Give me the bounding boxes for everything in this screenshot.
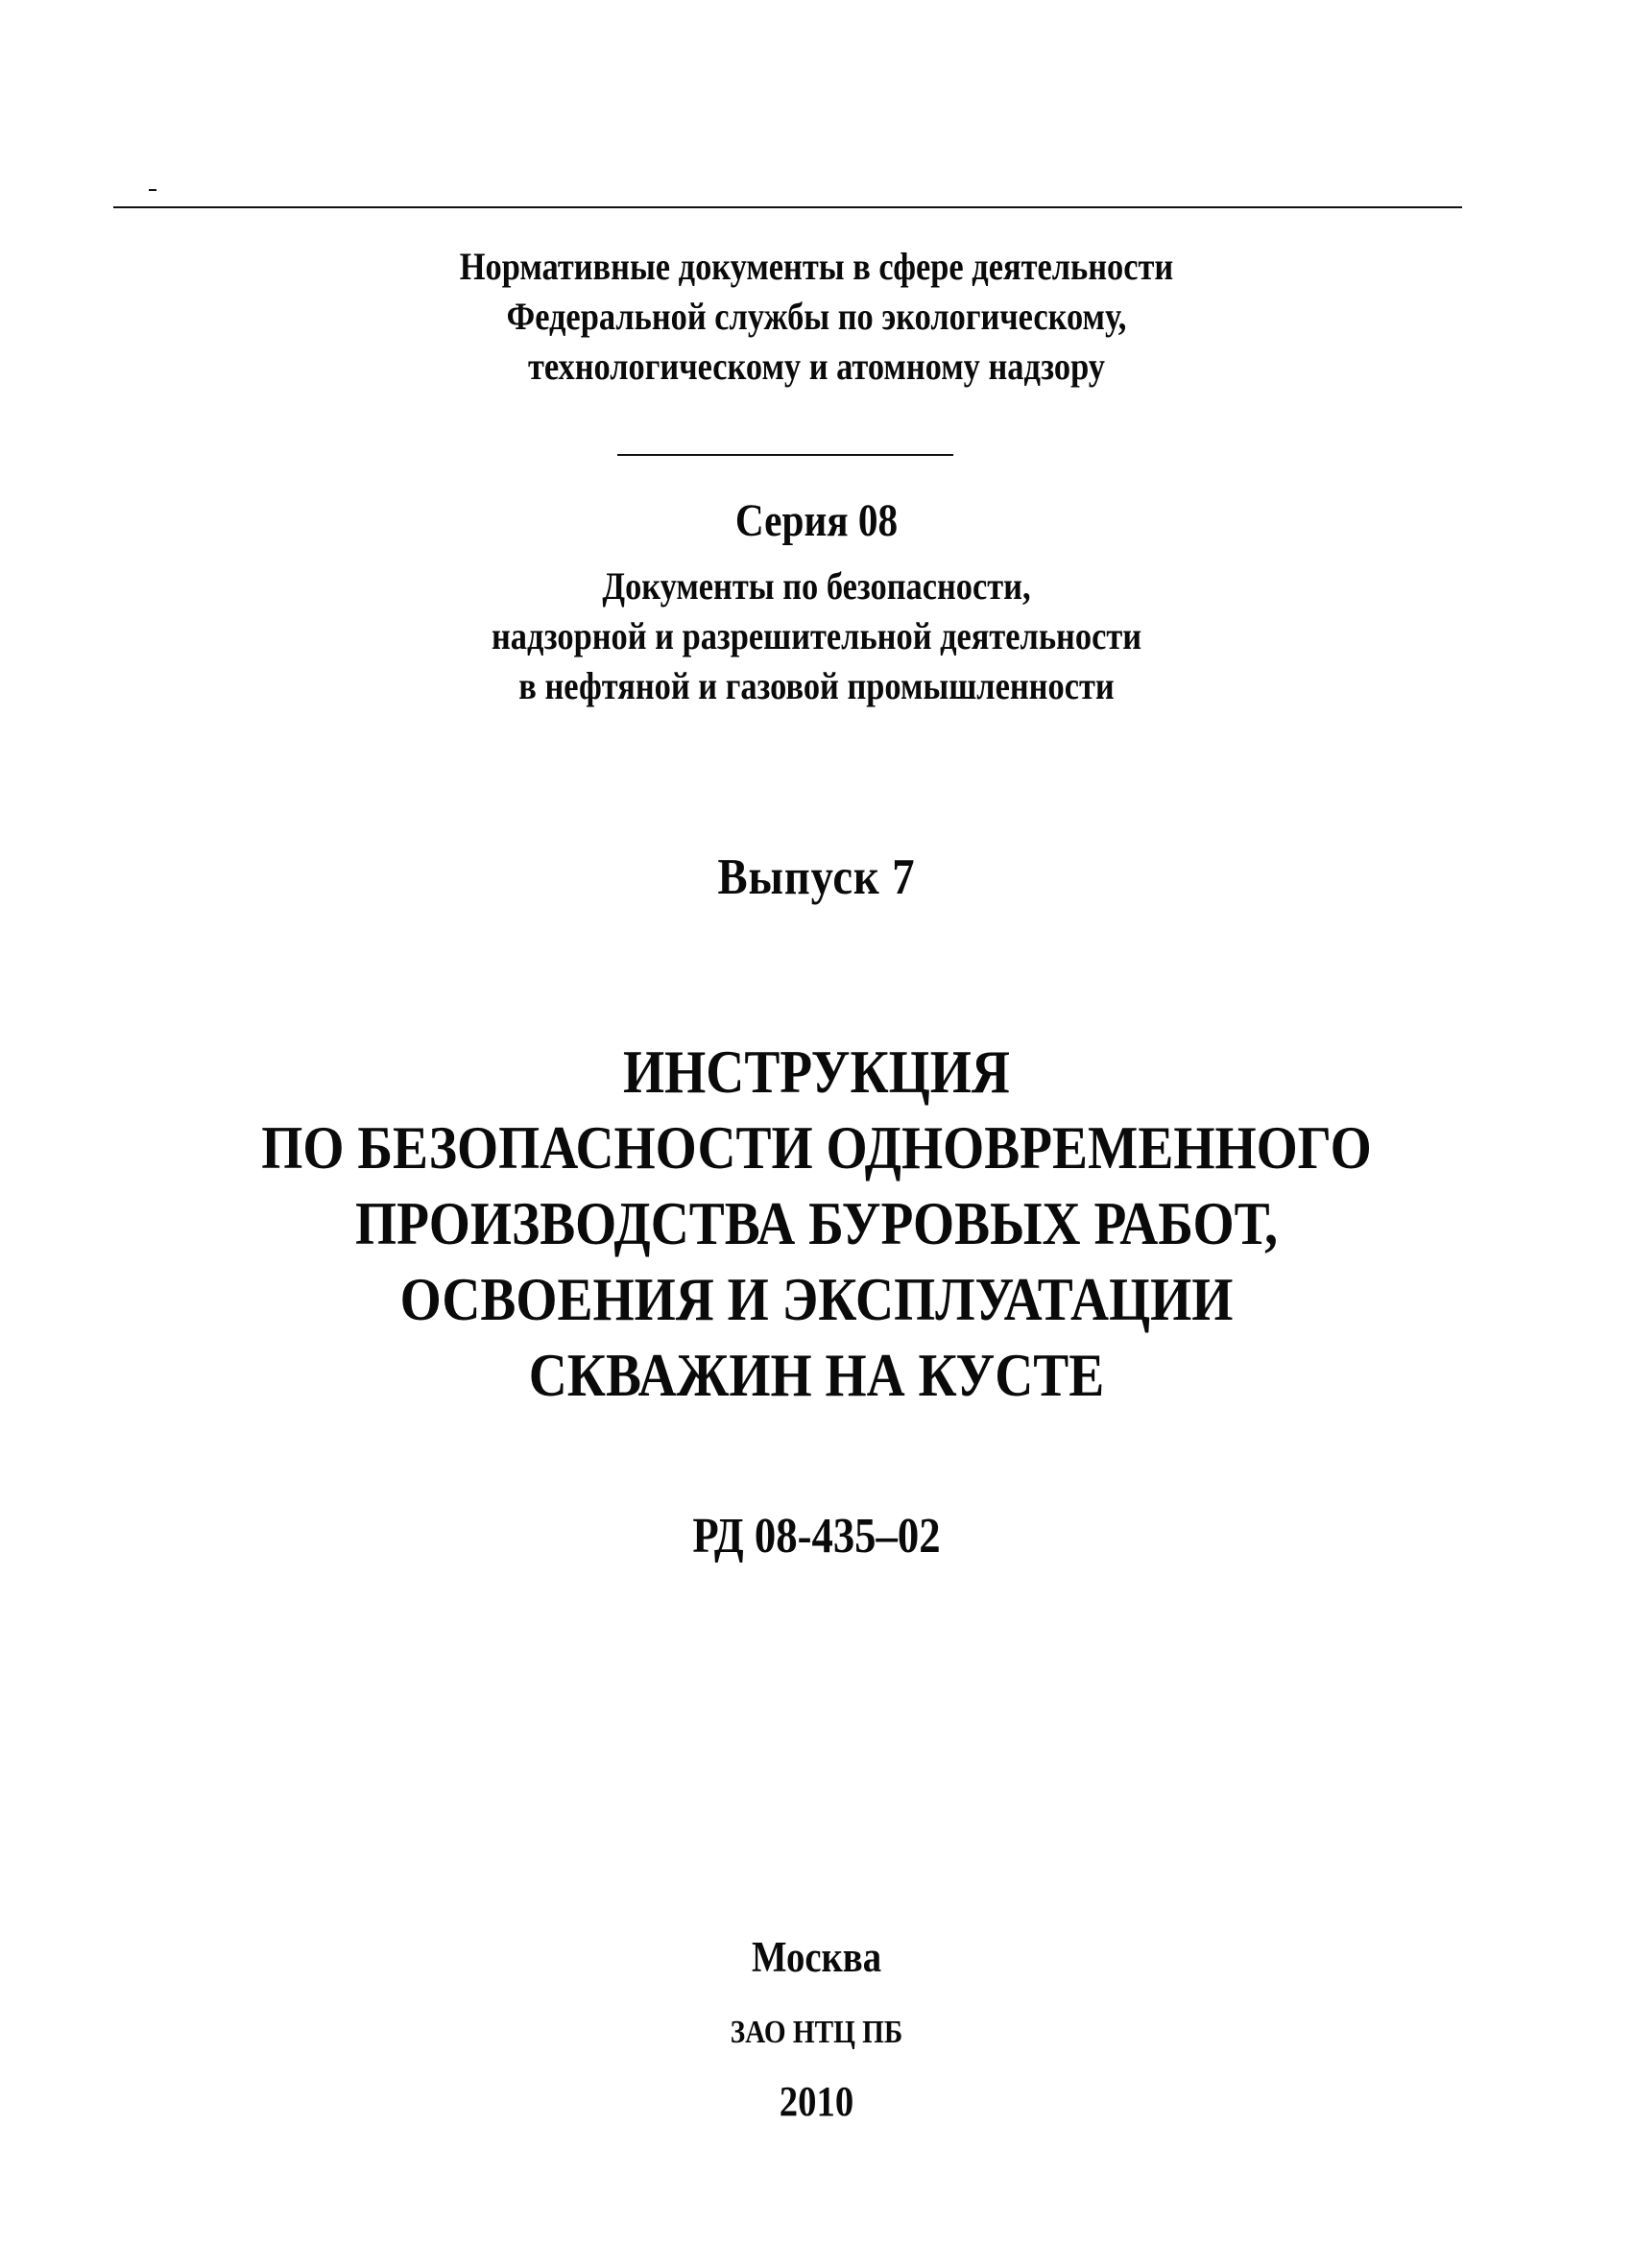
series-description-line-1: Документы по безопасности, — [602, 564, 1031, 608]
document-title-line-2: ПО БЕЗОПАСНОСТИ ОДНОВРЕМЕННОГО — [261, 1114, 1372, 1182]
series-description-line-2: надзорной и разрешительной деятельности — [491, 614, 1142, 657]
imprint-publisher: ЗАО НТЦ ПБ — [730, 2015, 903, 2050]
header-line-2: Федеральной службы по экологическому, — [506, 295, 1127, 338]
document-title — [98, 1035, 1535, 1414]
document-title-line-4: ОСВОЕНИЯ И ЭКСПЛУАТАЦИИ — [399, 1266, 1234, 1333]
header-line-1: Нормативные документы в сфере деятельности — [459, 245, 1174, 288]
header-line-3: технологическому и атомному надзору — [528, 345, 1105, 388]
series-title: Серия 08 — [734, 495, 899, 546]
document-code: РД 08-435–02 — [692, 1509, 941, 1564]
top-horizontal-rule — [113, 206, 1462, 208]
imprint-city: Москва — [751, 1933, 882, 1981]
top-margin-mark — [149, 189, 156, 191]
document-title-line-3: ПРОИЗВОДСТВА БУРОВЫХ РАБОТ, — [355, 1190, 1278, 1257]
issue-number: Выпуск 7 — [717, 849, 916, 905]
header-block — [114, 242, 1519, 392]
section-divider-rule — [617, 454, 953, 456]
series-description-line-3: в нефтяной и газовой промышленности — [518, 664, 1115, 707]
series-description — [114, 561, 1519, 711]
document-title-line-5: СКВАЖИН НА КУСТЕ — [528, 1342, 1105, 1409]
document-title-line-1: ИНСТРУКЦИЯ — [623, 1039, 1010, 1106]
imprint-year: 2010 — [779, 2078, 854, 2125]
